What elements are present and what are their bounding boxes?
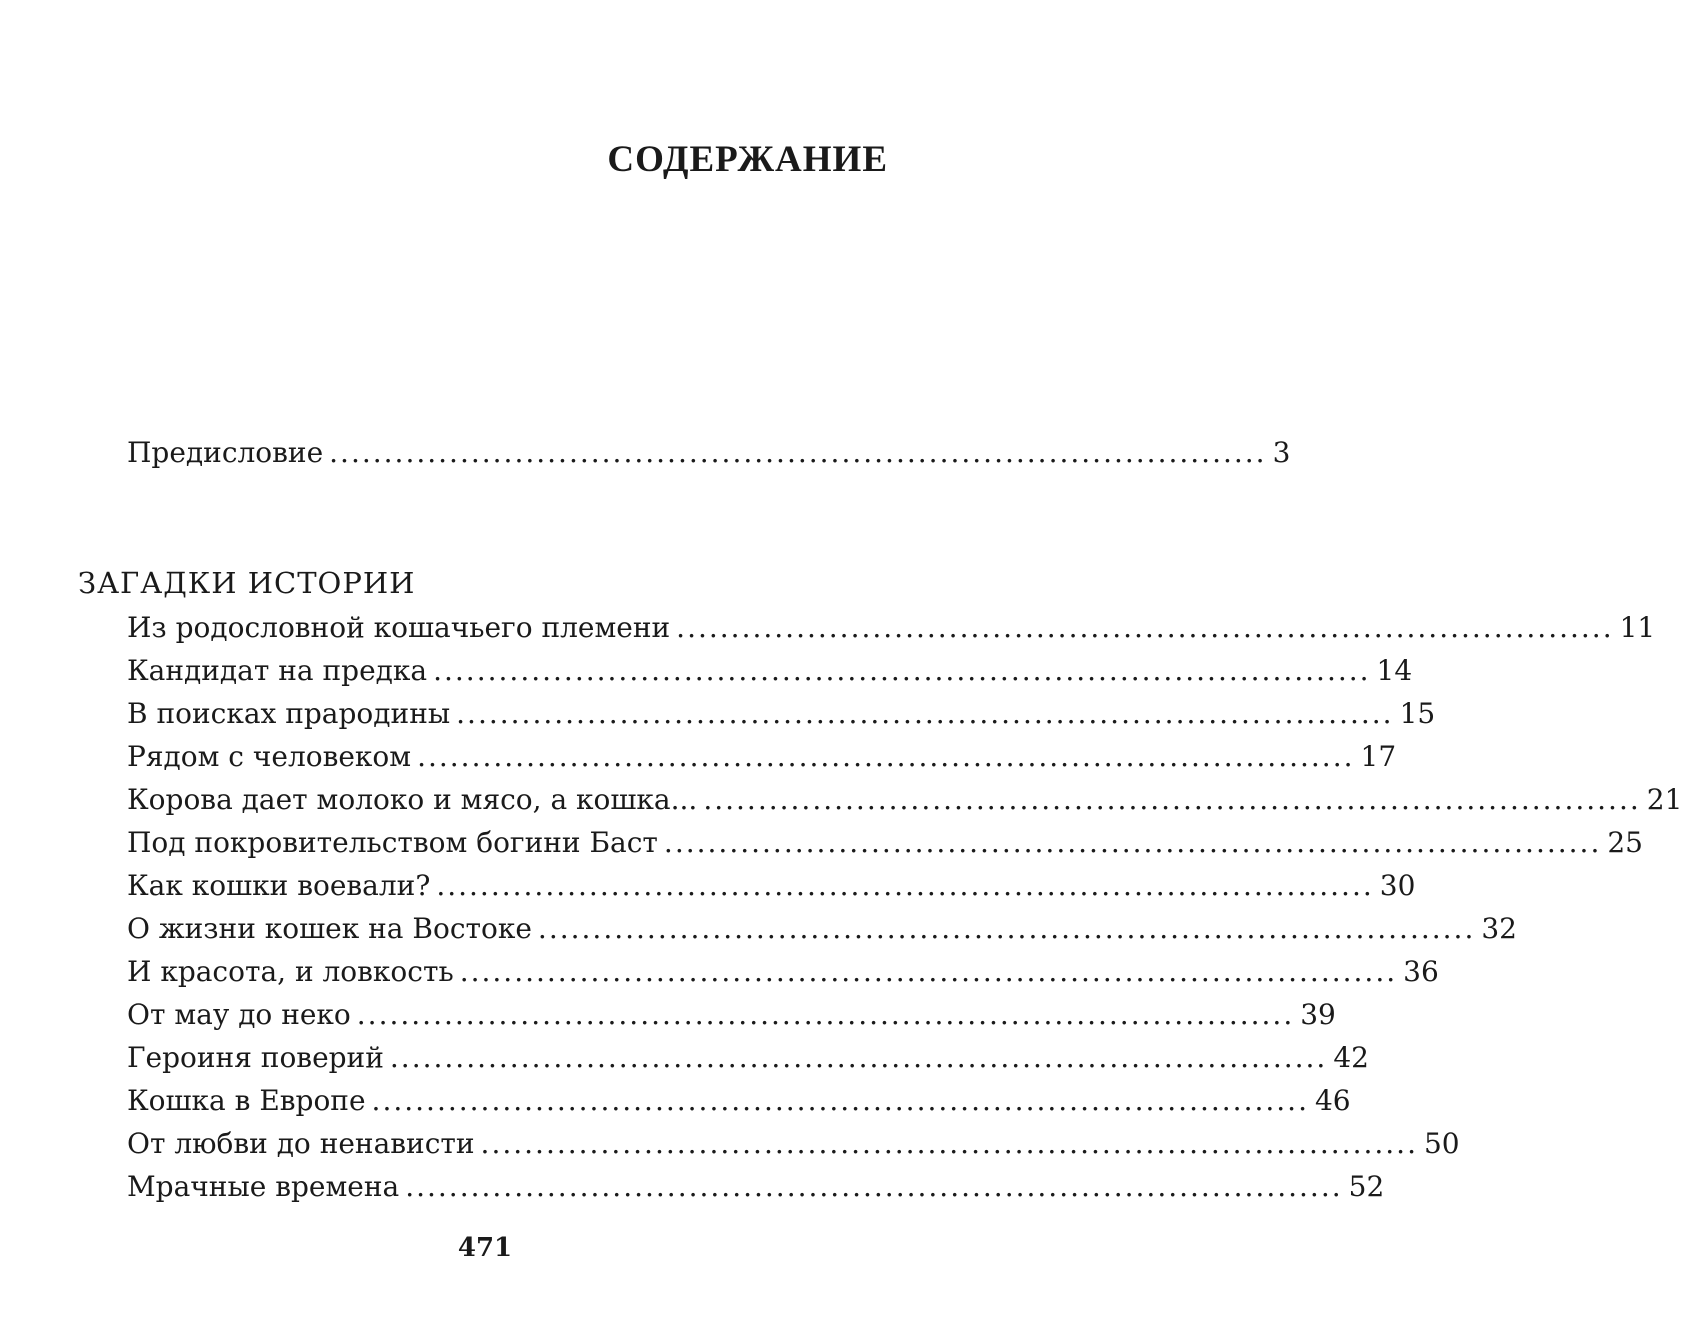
toc-entry xyxy=(127,1038,1369,1078)
toc-entry-preface xyxy=(127,433,1291,473)
dot-leader: ...................................................................................... xyxy=(436,869,1374,902)
toc-entry-page: 3 xyxy=(1272,436,1291,469)
toc-entry-label: Корова дает молоко и мясо, а кошка... xyxy=(127,783,698,816)
toc-entry-page: 32 xyxy=(1481,912,1517,945)
page-number: 471 xyxy=(457,1233,513,1263)
toc-entry-label: Как кошки воевали? xyxy=(127,869,431,902)
toc-entry-label: От любви до ненависти xyxy=(127,1127,475,1160)
dot-leader: ...................................................................................... xyxy=(480,1127,1418,1160)
toc-entry xyxy=(127,1124,1460,1164)
toc-entry-page: 21 xyxy=(1646,783,1682,816)
toc-entry-label: Героиня поверий xyxy=(127,1041,384,1074)
dot-leader: ...................................................................................... xyxy=(703,783,1641,816)
dot-leader: ...................................................................................... xyxy=(356,998,1295,1031)
toc-entry-label: Мрачные времена xyxy=(127,1170,400,1203)
toc-entry-label: В поисках прародины xyxy=(127,697,451,730)
toc-entry xyxy=(127,651,1413,691)
toc-entry-label: Рядом с человеком xyxy=(127,740,412,773)
dot-leader: ...................................................................................... xyxy=(433,654,1371,687)
dot-leader: ...................................................................................... xyxy=(676,611,1614,644)
dot-leader: ...................................................................................... xyxy=(405,1170,1343,1203)
toc-entry xyxy=(127,694,1436,734)
toc-entry-page: 14 xyxy=(1376,654,1413,687)
toc-entry-page: 17 xyxy=(1360,740,1397,773)
toc-entry-page: 11 xyxy=(1619,611,1656,644)
dot-leader: ...................................................................................... xyxy=(417,740,1355,773)
toc-entry-label: Из родословной кошачьего племени xyxy=(127,611,671,644)
toc-entry xyxy=(127,780,1682,820)
toc-entry-label: От мау до неко xyxy=(127,998,351,1031)
toc-entry-page: 52 xyxy=(1348,1170,1385,1203)
toc-entry xyxy=(127,995,1336,1035)
toc-entry xyxy=(127,823,1643,863)
toc-entry-label: И красота, и ловкость xyxy=(127,955,454,988)
dot-leader: ...................................................................................... xyxy=(389,1041,1328,1074)
toc-entry-page: 30 xyxy=(1379,869,1416,902)
toc-entry-page: 50 xyxy=(1423,1127,1460,1160)
dot-leader: ...................................................................................... xyxy=(329,436,1267,469)
toc-entry-label: О жизни кошек на Востоке xyxy=(127,912,532,945)
toc-entry-page: 25 xyxy=(1607,826,1643,859)
section-heading: ЗАГАДКИ ИСТОРИИ xyxy=(78,566,416,600)
dot-leader: ...................................................................................... xyxy=(456,697,1394,730)
toc-entry-page: 36 xyxy=(1403,955,1439,988)
toc-entry-label: Кандидат на предка xyxy=(127,654,428,687)
dot-leader: ...................................................................................... xyxy=(663,826,1602,859)
toc-entry-label: Под покровительством богини Баст xyxy=(127,826,658,859)
toc-entry-page: 42 xyxy=(1333,1041,1369,1074)
dot-leader: ...................................................................................... xyxy=(371,1084,1309,1117)
toc-entry xyxy=(127,608,1656,648)
toc-entry-page: 46 xyxy=(1314,1084,1351,1117)
toc-entry-page: 39 xyxy=(1300,998,1336,1031)
toc-entry xyxy=(127,866,1416,906)
toc-entry-label: Кошка в Европе xyxy=(127,1084,366,1117)
toc-entry xyxy=(127,737,1397,777)
toc-entry-page: 15 xyxy=(1399,697,1436,730)
toc-entry xyxy=(127,909,1517,949)
toc-entry xyxy=(127,1167,1385,1207)
toc-entry-label: Предисловие xyxy=(127,436,324,469)
dot-leader: ...................................................................................... xyxy=(459,955,1398,988)
page-title: СОДЕРЖАНИЕ xyxy=(607,139,888,180)
toc-entry xyxy=(127,952,1439,992)
dot-leader: ...................................................................................... xyxy=(537,912,1476,945)
toc-entry xyxy=(127,1081,1351,1121)
